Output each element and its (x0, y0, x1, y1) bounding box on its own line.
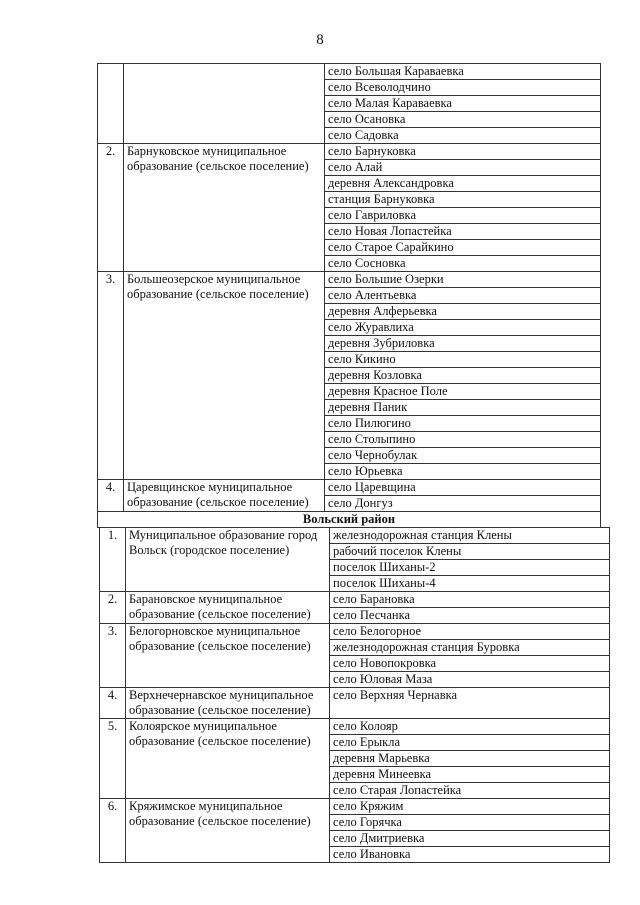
settlement-name: село Пилюгино (325, 416, 601, 432)
table-row (100, 719, 610, 735)
settlement-name: село Горячка (330, 815, 610, 831)
settlements-table-2 (99, 527, 610, 863)
table-row (100, 592, 610, 608)
settlement-name: село Садовка (325, 128, 601, 144)
settlements-table-1-wrap (97, 63, 601, 528)
settlement-name: деревня Марьевка (330, 751, 610, 767)
settlement-name: село Верхняя Чернавка (330, 688, 610, 719)
settlement-name: село Колояр (330, 719, 610, 735)
settlement-name: село Столыпино (325, 432, 601, 448)
settlement-name: село Кряжим (330, 799, 610, 815)
municipality-name: Барановское муниципальное образование (сельское поселение) (126, 592, 330, 624)
settlement-name: село Гавриловка (325, 208, 601, 224)
settlement-name: село Чернобулак (325, 448, 601, 464)
settlement-name: поселок Шиханы-2 (330, 560, 610, 576)
table-row (98, 272, 601, 288)
settlement-name: село Старая Лопастейка (330, 783, 610, 799)
settlement-name: село Алентьевка (325, 288, 601, 304)
row-number: 1. (100, 528, 126, 592)
settlement-name: село Барнуковка (325, 144, 601, 160)
settlement-name: деревня Козловка (325, 368, 601, 384)
municipality-name: Кряжимское муниципальное образование (сельское поселение) (126, 799, 330, 863)
table-row (100, 688, 610, 719)
municipality-name (124, 64, 325, 144)
settlements-table-1 (97, 63, 601, 528)
settlement-name: село Барановка (330, 592, 610, 608)
settlement-name: деревня Красное Поле (325, 384, 601, 400)
settlement-name: село Ерыкла (330, 735, 610, 751)
row-number: 3. (100, 624, 126, 688)
settlement-name: село Журавлиха (325, 320, 601, 336)
settlement-name: село Донгуз (325, 496, 601, 512)
settlements-table-2-wrap (99, 527, 610, 863)
settlement-name: село Юрьевка (325, 464, 601, 480)
row-number: 4. (100, 688, 126, 719)
row-number (98, 64, 124, 144)
municipality-name: Царевщинское муниципальное образование (сельское поселение) (124, 480, 325, 512)
settlement-name: село Большая Караваевка (325, 64, 601, 80)
settlement-name: рабочий поселок Клены (330, 544, 610, 560)
settlement-name: село Царевщина (325, 480, 601, 496)
settlement-name: село Новопокровка (330, 656, 610, 672)
district-row (98, 512, 601, 528)
row-number: 6. (100, 799, 126, 863)
settlement-name: деревня Минеевка (330, 767, 610, 783)
settlement-name: деревня Александровка (325, 176, 601, 192)
row-number: 2. (100, 592, 126, 624)
settlement-name: село Дмитриевка (330, 831, 610, 847)
settlement-name: село Сосновка (325, 256, 601, 272)
table-row (98, 144, 601, 160)
settlement-name: село Новая Лопастейка (325, 224, 601, 240)
settlement-name: село Старое Сарайкино (325, 240, 601, 256)
settlement-name: село Юловая Маза (330, 672, 610, 688)
settlement-name: деревня Паник (325, 400, 601, 416)
settlement-name: село Большие Озерки (325, 272, 601, 288)
table-row (100, 528, 610, 544)
municipality-name: Большеозерское муниципальное образование (сельское поселение) (124, 272, 325, 480)
settlement-name: станция Барнуковка (325, 192, 601, 208)
table-row (100, 624, 610, 640)
settlement-name: село Ивановка (330, 847, 610, 863)
municipality-name: Верхнечернавское муниципальное образование (сельское поселение) (126, 688, 330, 719)
municipality-name: Белогорновское муниципальное образование (сельское поселение) (126, 624, 330, 688)
table-row (98, 480, 601, 496)
row-number: 2. (98, 144, 124, 272)
settlement-name: деревня Зубриловка (325, 336, 601, 352)
row-number: 3. (98, 272, 124, 480)
table-row (98, 64, 601, 80)
municipality-name: Колоярское муниципальное образование (сельское поселение) (126, 719, 330, 799)
settlement-name: село Всеволодчино (325, 80, 601, 96)
settlement-name: село Осановка (325, 112, 601, 128)
settlement-name: деревня Алферьевка (325, 304, 601, 320)
settlement-name: село Малая Караваевка (325, 96, 601, 112)
table-row (100, 799, 610, 815)
municipality-name: Муниципальное образование город Вольск (городское поселение) (126, 528, 330, 592)
settlement-name: село Белогорное (330, 624, 610, 640)
district-heading: Вольский район (98, 512, 601, 528)
row-number: 4. (98, 480, 124, 512)
settlement-name: село Алай (325, 160, 601, 176)
settlement-name: железнодорожная станция Буровка (330, 640, 610, 656)
settlement-name: поселок Шиханы-4 (330, 576, 610, 592)
page-number: 8 (316, 32, 324, 48)
row-number: 5. (100, 719, 126, 799)
settlement-name: село Кикино (325, 352, 601, 368)
settlement-name: железнодорожная станция Клены (330, 528, 610, 544)
settlement-name: село Песчанка (330, 608, 610, 624)
municipality-name: Барнуковское муниципальное образование (сельское поселение) (124, 144, 325, 272)
